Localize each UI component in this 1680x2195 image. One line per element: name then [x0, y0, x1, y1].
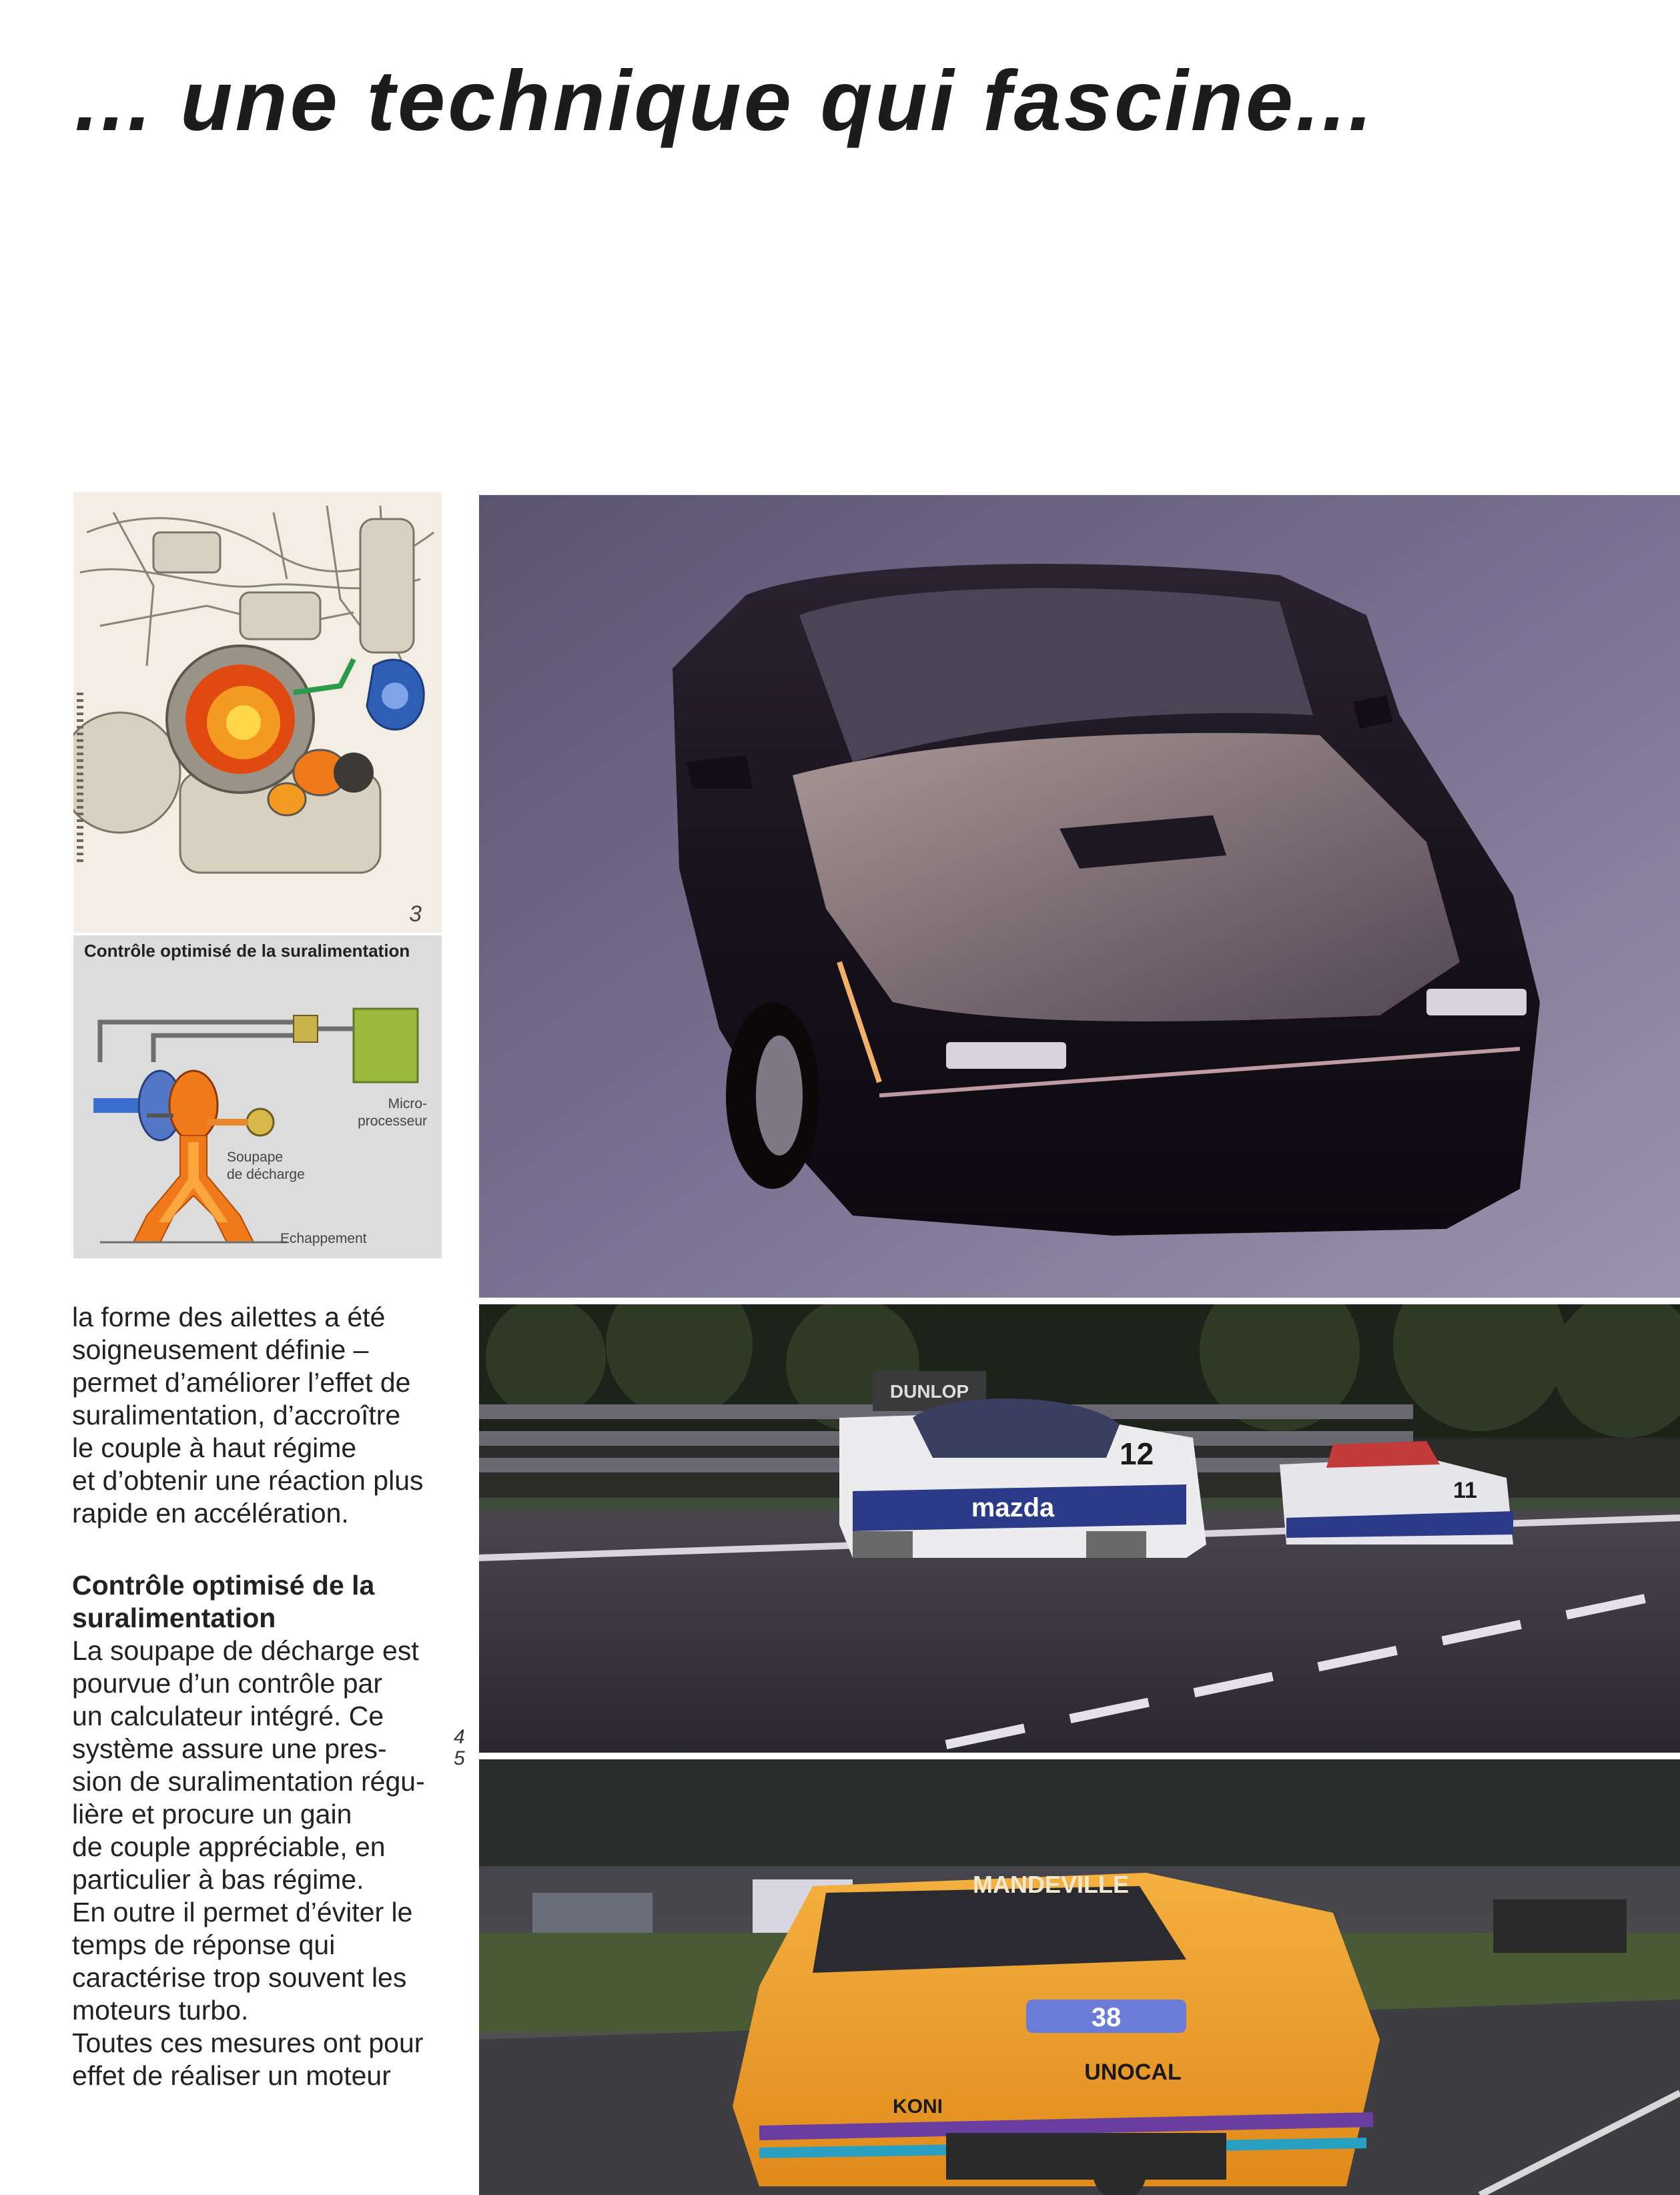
text-line: soigneusement définie – — [72, 1334, 369, 1365]
race-car-number: 38 — [1091, 2003, 1122, 2032]
section-heading: Contrôle optimisé de la — [72, 1570, 375, 1601]
intro-paragraph — [72, 1301, 446, 1530]
text-line: le couple à haut régime — [72, 1432, 357, 1463]
page-number-right: 5 — [454, 1747, 465, 1769]
text-line: particulier à bas régime. — [72, 1864, 364, 1895]
car-livery-text: mazda — [971, 1493, 1055, 1522]
text-line: et d’obtenir une réaction plus — [72, 1465, 424, 1496]
text-line: caractérise trop souvent les — [72, 1962, 407, 1993]
schematic-title: Contrôle optimisé de la suralimentation — [84, 941, 410, 961]
car-number-2: 11 — [1453, 1478, 1477, 1503]
text-line: un calculateur intégré. Ce — [72, 1701, 384, 1731]
text-line: pourvue d’un contrôle par — [72, 1668, 382, 1699]
text-line: La soupape de décharge est — [72, 1635, 419, 1666]
text-line: temps de réponse qui — [72, 1929, 336, 1960]
page-headline: ... une technique qui fascine... — [75, 53, 1375, 149]
car-number-1: 12 — [1120, 1436, 1154, 1471]
photo-sports-car — [479, 495, 1680, 1298]
boost-control-section — [72, 1569, 446, 2092]
text-line: En outre il permet d’éviter le — [72, 1897, 413, 1927]
sponsor-unocal: UNOCAL — [1084, 2060, 1182, 2085]
text-line: Toutes ces mesures ont pour — [72, 2028, 424, 2058]
race-banner-text: DUNLOP — [889, 1381, 969, 1402]
text-line: suralimentation, d’accroître — [72, 1400, 401, 1430]
text-line: système assure une pres- — [72, 1733, 387, 1764]
page-numbers — [454, 1727, 465, 1769]
text-line: rapide en accélération. — [72, 1498, 349, 1528]
boost-control-schematic — [73, 935, 442, 1258]
label-exhaust: Echappement — [280, 1231, 367, 1246]
engine-illustration — [73, 492, 442, 933]
text-line: moteurs turbo. — [72, 1995, 249, 2026]
label-microprocessor: Micro- processeur — [358, 1096, 427, 1129]
photo-orange-race-car — [479, 1759, 1680, 2195]
text-line: effet de réaliser un moteur — [72, 2060, 391, 2091]
text-line: permet d’améliorer l’effet de — [72, 1367, 411, 1398]
text-line: de couple appréciable, en — [72, 1831, 386, 1862]
sponsor-windshield: MANDEVILLE — [973, 1871, 1129, 1898]
text-line: lière et procure un gain — [72, 1799, 352, 1829]
text-line: sion de suralimentation régu- — [72, 1766, 425, 1797]
label-valve: Soupape de décharge — [227, 1150, 305, 1182]
sponsor-koni: KONI — [893, 2096, 943, 2118]
text-line: la forme des ailettes a été — [72, 1302, 386, 1332]
page-number-left: 4 — [454, 1726, 465, 1748]
photo-race-prototypes — [479, 1304, 1680, 1753]
figure-number: 3 — [409, 901, 422, 927]
section-heading: suralimentation — [72, 1603, 276, 1633]
